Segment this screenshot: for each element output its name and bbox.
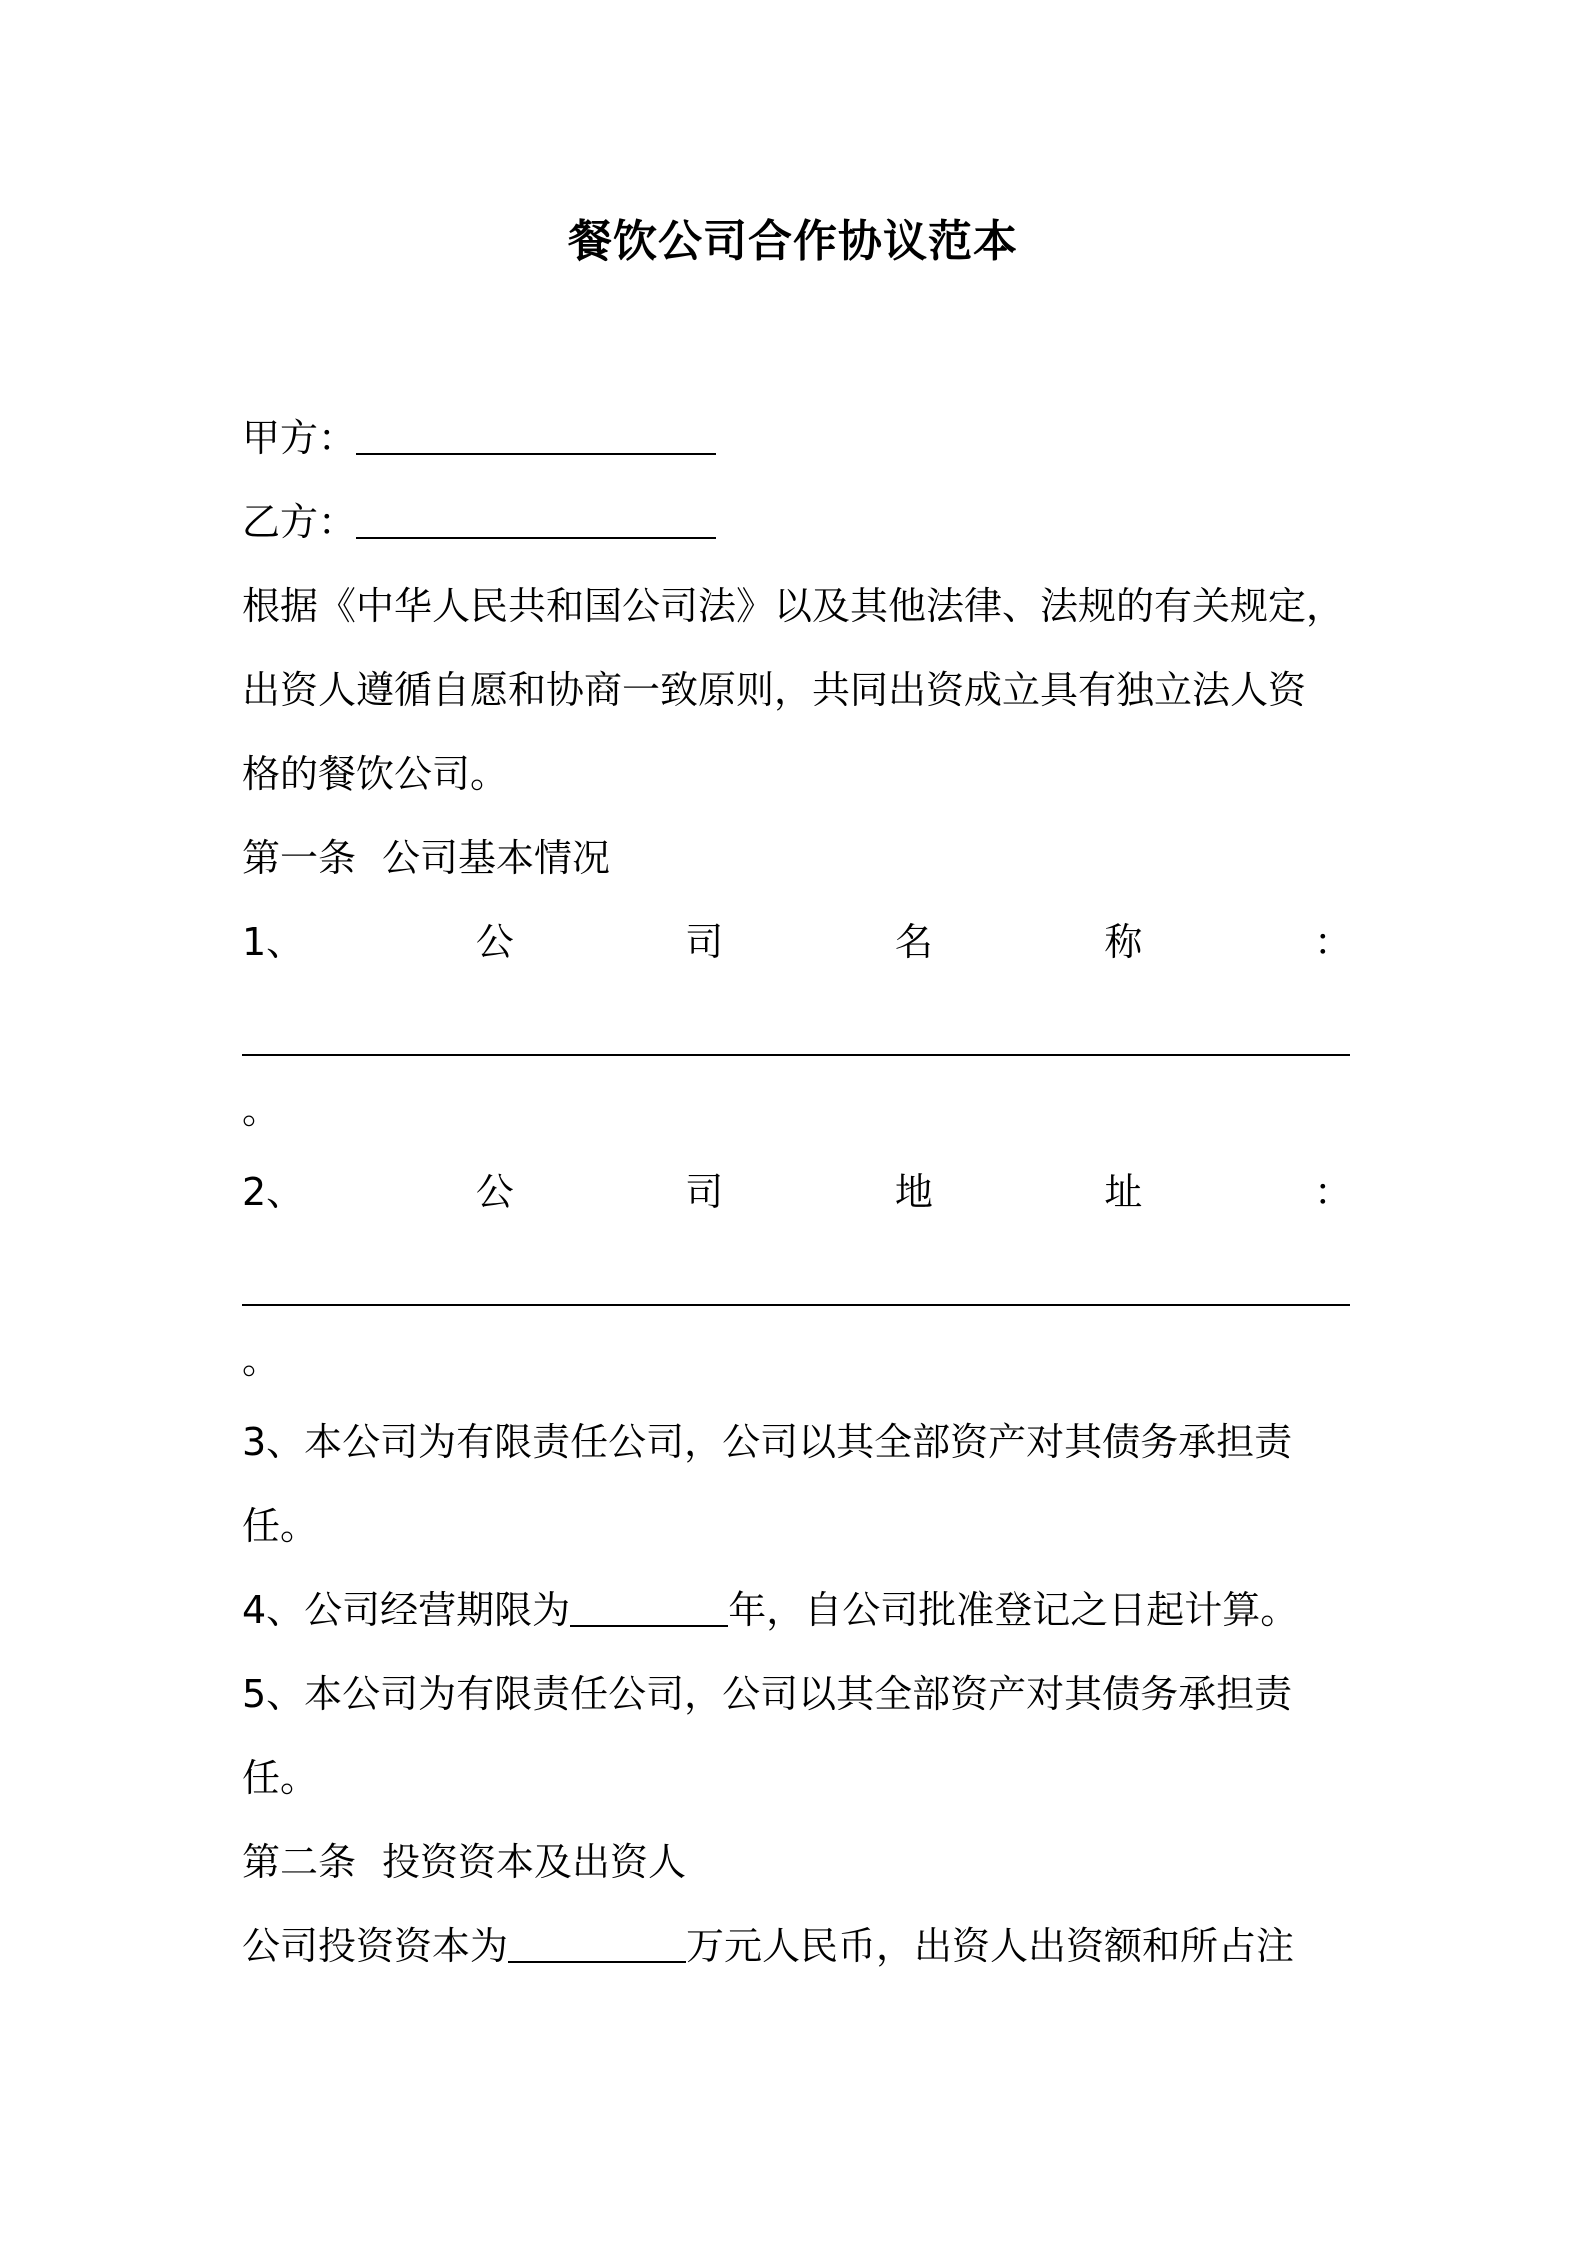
item-1-colon: ：: [1313, 920, 1352, 964]
item-1-char: 名: [894, 920, 933, 964]
item-3-line-2: 任。: [242, 1504, 319, 1548]
item-2-char: 公: [475, 1170, 514, 1214]
item-1-number: 1、: [242, 920, 305, 964]
party-a-label: 甲方：: [242, 416, 357, 460]
party-b-label: 乙方：: [242, 500, 357, 544]
party-a-blank[interactable]: [356, 413, 716, 455]
item-2-char: 址: [1104, 1170, 1143, 1214]
preamble-line-3: 格的餐饮公司。: [242, 752, 509, 796]
article-2-suffix: 万元人民币，出资人出资额和所占注: [686, 1924, 1295, 1968]
document-title: 餐饮公司合作协议范本: [568, 216, 1018, 267]
item-1-end: 。: [242, 1088, 281, 1132]
party-b-blank[interactable]: [356, 497, 716, 539]
article-1-title: 公司基本情况: [382, 836, 611, 880]
preamble-line-1: 根据《中华人民共和国公司法》以及其他法律、法规的有关规定，: [242, 584, 1345, 628]
item-1-char: 称: [1104, 920, 1143, 964]
article-2-paragraph: [242, 1918, 1352, 1974]
item-5-line-1: 5、本公司为有限责任公司，公司以其全部资产对其债务承担责: [242, 1672, 1293, 1716]
item-5-line-2: 任。: [242, 1756, 319, 1800]
article-2-prefix: 公司投资资本为: [242, 1924, 509, 1968]
item-2-char: 地: [894, 1170, 933, 1214]
preamble-line-2: 出资人遵循自愿和协商一致原则，共同出资成立具有独立法人资: [242, 668, 1307, 712]
party-b-line: [242, 494, 1352, 550]
item-2-number: 2、: [242, 1170, 305, 1214]
article-1-heading: [242, 830, 610, 886]
item-2-char: 司: [685, 1170, 724, 1214]
item-3-line-1: 3、本公司为有限责任公司，公司以其全部资产对其债务承担责: [242, 1420, 1293, 1464]
article-2-heading: [242, 1834, 686, 1890]
item-1-char: 司: [685, 920, 724, 964]
article-2-number: 第二条: [242, 1840, 357, 1884]
company-name-blank[interactable]: [242, 1054, 1350, 1056]
capital-amount-blank[interactable]: [508, 1921, 686, 1963]
item-4-prefix: 4、公司经营期限为: [242, 1588, 571, 1632]
term-years-blank[interactable]: [570, 1585, 728, 1627]
article-2-title: 投资资本及出资人: [382, 1840, 687, 1884]
party-a-line: [242, 410, 1352, 466]
item-2-company-address: [242, 1164, 1352, 1220]
company-address-blank[interactable]: [242, 1304, 1350, 1306]
item-2-end: 。: [242, 1338, 281, 1382]
item-2-colon: ：: [1313, 1170, 1352, 1214]
item-4-suffix: 年，自公司批准登记之日起计算。: [728, 1588, 1299, 1632]
item-1-company-name: [242, 914, 1352, 970]
item-4-line: [242, 1582, 1352, 1638]
article-1-number: 第一条: [242, 836, 357, 880]
item-1-char: 公: [475, 920, 514, 964]
